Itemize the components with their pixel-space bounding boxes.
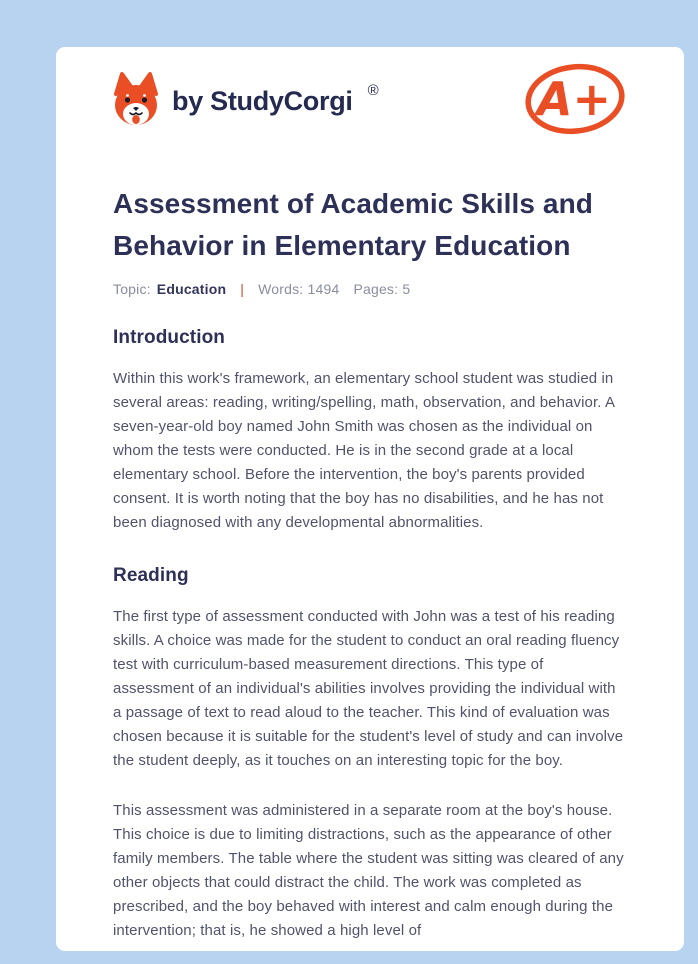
studycorgi-brand-link[interactable] bbox=[113, 71, 377, 132]
brand-name-label: by StudyCorgi bbox=[172, 85, 353, 116]
section-heading-reading: Reading bbox=[113, 565, 189, 586]
a-plus-grade-icon bbox=[523, 60, 627, 143]
document-meta bbox=[113, 281, 627, 297]
section-heading-introduction: Introduction bbox=[113, 327, 226, 348]
word-count: Words: 1494 bbox=[258, 281, 340, 297]
meta-separator: | bbox=[240, 281, 245, 297]
page-title: Assessment of Academic Skills and Behavior in Elementary Education bbox=[113, 188, 594, 261]
header bbox=[113, 62, 627, 140]
corgi-logo-icon bbox=[113, 71, 159, 132]
a-plus-label: A+ bbox=[536, 71, 612, 126]
page-count: Pages: 5 bbox=[353, 281, 411, 297]
section-reading bbox=[113, 565, 627, 943]
topic-link-education[interactable]: Education bbox=[156, 281, 227, 297]
paragraph: This assessment was administered in a separate room at the boy's house. This choice is due to limiting distractions, such as the appearance of other family members. The table where the student was sitting was cleared of any other objects that could distract the child. The work was completed as prescribed, and the boy behaved with interest and calm enough during the intervention; that is, he showed a high level of bbox=[113, 802, 624, 939]
document-card bbox=[56, 47, 684, 951]
topic-label: Topic: bbox=[113, 281, 151, 297]
registered-trademark-symbol: ® bbox=[367, 81, 379, 99]
paragraph: The first type of assessment conducted with John was a test of his reading skills. A choice was made for the student to conduct an oral reading fluency test with curriculum-based measurement directions. This type of assessment of an individual's abilities involves providing the individual with a passage of text to read aloud to the teacher. This kind of evaluation was chosen because it is suitable for the student's level of study and can involve the student deeply, as it touches on an interesting topic for the boy. bbox=[113, 608, 624, 769]
paragraph: Within this work's framework, an elementary school student was studied in several areas: reading, writing/spelling, math, observation, and behavior. A seven-year-old boy named John Smith was chosen as the individual on whom the tests were conducted. He is in the second grade at a local elementary school. Before the intervention, the boy's parents provided consent. It is worth noting that the boy has no disabilities, and he has not been diagnosed with any developmental abnormalities. bbox=[113, 370, 615, 531]
section-introduction bbox=[113, 327, 627, 535]
